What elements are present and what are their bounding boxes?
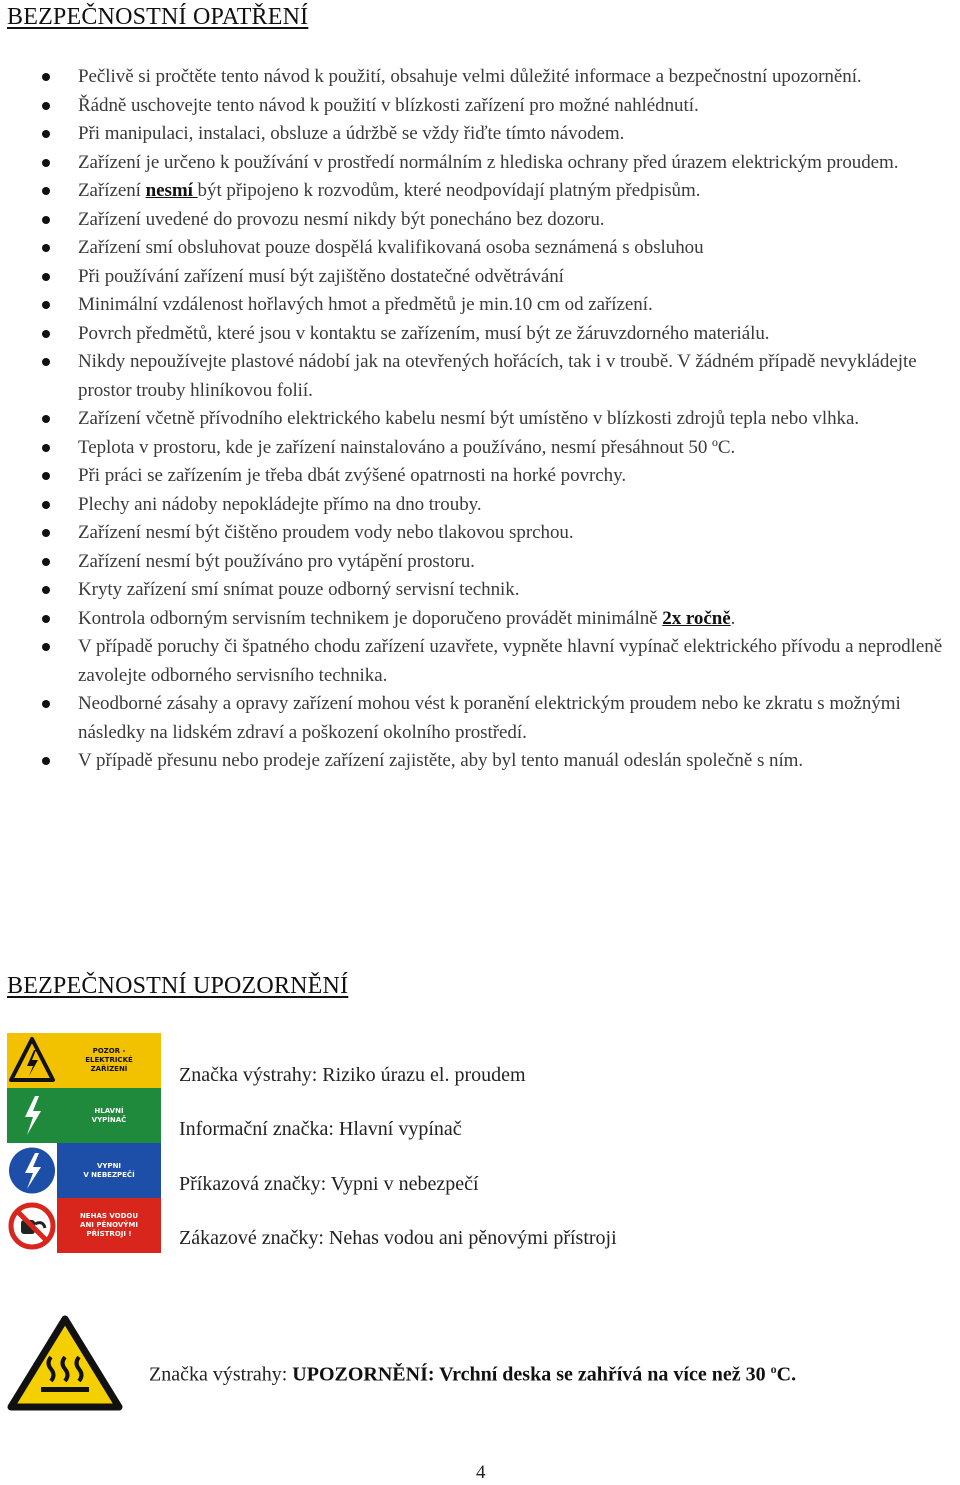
safety-measures-list — [0, 63, 960, 776]
list-item — [0, 605, 960, 634]
list-item — [0, 405, 960, 434]
list-item-text: V případě přesunu nebo prodeje zařízení zajistěte, aby byl tento manuál odeslán společně s ním. — [78, 750, 804, 771]
list-item-text: Minimální vzdálenost hořlavých hmot a předmětů je min.10 cm od zařízení. — [78, 294, 653, 315]
bullet-icon — [42, 643, 50, 651]
emphasis-text: 2x ročně — [662, 607, 731, 629]
list-item-text: Zařízení nesmí být používáno pro vytápění prostoru. — [78, 550, 475, 572]
bullet-icon — [42, 216, 50, 224]
bullet-icon — [42, 558, 50, 566]
list-item — [0, 149, 960, 178]
list-item — [0, 348, 960, 405]
list-item — [0, 120, 960, 149]
list-item-text: V případě poruchy či špatného chodu zařízení uzavřete, vypněte hlavní vypínač elektrického přívodu a neprodleně zavolejte odborného servisního technika. — [78, 636, 943, 686]
sign-switch-off — [7, 1143, 161, 1198]
list-item — [0, 320, 960, 349]
page-number: 4 — [476, 1462, 486, 1483]
list-item — [0, 519, 960, 548]
emphasis-text: nesmí — [145, 180, 198, 201]
hot-surface-suffix: C. — [776, 1363, 797, 1386]
list-item-text: . — [730, 607, 736, 629]
no-water-extinguish-icon — [7, 1198, 57, 1253]
bullet-icon — [42, 472, 50, 480]
list-item-text: Plechy ani nádoby nepokládejte přímo na dno trouby. — [78, 493, 482, 515]
list-item — [0, 92, 960, 121]
list-item-text: Teplota v prostoru, kde je zařízení nainstalováno a používáno, nesmí přesáhnout 50 ºC. — [78, 436, 736, 458]
sign-main-switch-text: HLAVNÍ VYPÍNAČ — [57, 1088, 161, 1143]
sign-description-switch-off: Příkazová značky: Vypni v nebezpečí — [179, 1173, 479, 1195]
list-item-text: Povrch předmětů, které jsou v kontaktu se zařízením, musí být ze žáruvzdorného materiálu. — [78, 322, 770, 344]
bullet-icon — [42, 586, 50, 594]
bullet-icon — [42, 358, 50, 366]
list-item-text: Řádně uschovejte tento návod k použití v blízkosti zařízení pro možné nahlédnutí. — [78, 94, 699, 116]
hot-surface-bold: UPOZORNĚNÍ: Vrchní deska se zahřívá na více než 30 — [292, 1363, 771, 1386]
bullet-icon — [42, 615, 50, 623]
lightning-icon — [7, 1088, 57, 1143]
hot-surface-warning-icon — [7, 1315, 123, 1411]
list-item-text: Zařízení — [78, 180, 146, 201]
list-item — [0, 747, 960, 776]
bullet-icon — [42, 757, 50, 765]
list-item-text: Při práci se zařízením je třeba dbát zvýšené opatrnosti na horké povrchy. — [78, 465, 627, 486]
list-item-text: Zařízení nesmí být čištěno proudem vody nebo tlakovou sprchou. — [78, 522, 574, 543]
bullet-icon — [42, 130, 50, 138]
bullet-icon — [42, 700, 50, 708]
bullet-icon — [42, 529, 50, 537]
bullet-icon — [42, 444, 50, 452]
bullet-icon — [42, 415, 50, 423]
bullet-icon — [42, 159, 50, 167]
list-item — [0, 206, 960, 235]
list-item — [0, 462, 960, 491]
list-item — [0, 548, 960, 577]
list-item-text: být připojeno k rozvodům, které neodpovídají platným předpisům. — [197, 180, 701, 201]
sign-no-water — [7, 1198, 161, 1253]
list-item-text: Nikdy nepoužívejte plastové nádobí jak na otevřených hořácích, tak i v troubě. V žádném případě nevykládejte prostor trouby hliníkovou folií. — [78, 351, 917, 401]
bullet-icon — [42, 187, 50, 195]
list-item-text: Při manipulaci, instalaci, obsluze a údržbě se vždy řiďte tímto návodem. — [78, 123, 625, 144]
sign-electric-hazard-text: POZOR - ELEKTRICKÉ ZAŘÍZENÍ — [57, 1033, 161, 1088]
list-item-text: Při používání zařízení musí být zajištěno dostatečné odvětrávání — [78, 265, 564, 287]
list-item-text: Zařízení uvedené do provozu nesmí nikdy být ponecháno bez dozoru. — [78, 208, 605, 230]
bullet-icon — [42, 501, 50, 509]
bullet-icon — [42, 244, 50, 252]
hot-surface-warning-text — [149, 1362, 796, 1387]
list-item — [0, 576, 960, 605]
list-item-text: Kontrola odborným servisním technikem je doporučeno provádět minimálně — [78, 607, 663, 629]
list-item-text: Zařízení smí obsluhovat pouze dospělá kvalifikovaná osoba seznámená s obsluhou — [78, 237, 704, 258]
degree-mark: o — [770, 1362, 777, 1376]
sign-no-water-text: NEHAS VODOU ANI PĚNOVÝMI PŘÍSTROJI ! — [57, 1198, 161, 1253]
sign-description-main-switch: Informační značka: Hlavní vypínač — [179, 1118, 462, 1140]
sign-switch-off-text: VYPNI V NEBEZPEČÍ — [57, 1143, 161, 1198]
sign-description-no-water: Zákazové značky: Nehas vodou ani pěnovými přístroji — [179, 1227, 617, 1249]
sign-main-switch — [7, 1088, 161, 1143]
list-item — [0, 434, 960, 463]
list-item — [0, 263, 960, 292]
bullet-icon — [42, 102, 50, 110]
lightning-icon — [7, 1143, 57, 1198]
list-item-text: Zařízení včetně přívodního elektrického kabelu nesmí být umístěno v blízkosti zdrojů tepla nebo vlhka. — [78, 408, 860, 429]
sign-electric-hazard — [7, 1033, 161, 1088]
list-item-text: Neodborné zásahy a opravy zařízení mohou vést k poranění elektrickým proudem nebo ke zkratu s možnými následky na lidském zdraví a poškození okolního prostředí. — [78, 693, 901, 743]
list-item-text: Zařízení je určeno k používání v prostředí normálním z hlediska ochrany před úrazem elektrickým proudem. — [78, 151, 899, 173]
bullet-icon — [42, 301, 50, 309]
list-item — [0, 491, 960, 520]
bullet-icon — [42, 73, 50, 81]
hot-surface-prefix: Značka výstrahy: — [149, 1363, 293, 1386]
list-item — [0, 63, 960, 92]
bullet-icon — [42, 273, 50, 281]
list-item-text: Kryty zařízení smí snímat pouze odborný servisní technik. — [78, 579, 520, 600]
sign-description-electric-hazard: Značka výstrahy: Riziko úrazu el. proudem — [179, 1064, 526, 1086]
section-title-safety-warnings: BEZPEČNOSTNÍ UPOZORNĚNÍ — [7, 973, 349, 999]
list-item — [0, 177, 960, 206]
bullet-icon — [42, 330, 50, 338]
list-item — [0, 690, 960, 747]
list-item — [0, 291, 960, 320]
safety-signs-panel — [7, 1033, 161, 1254]
electric-hazard-icon — [7, 1033, 57, 1088]
section-title-safety-measures: BEZPEČNOSTNÍ OPATŘENÍ — [7, 4, 309, 30]
list-item-text: Pečlivě si pročtěte tento návod k použití, obsahuje velmi důležité informace a bezpečnostní upozornění. — [78, 66, 862, 87]
list-item — [0, 234, 960, 263]
list-item — [0, 633, 960, 690]
